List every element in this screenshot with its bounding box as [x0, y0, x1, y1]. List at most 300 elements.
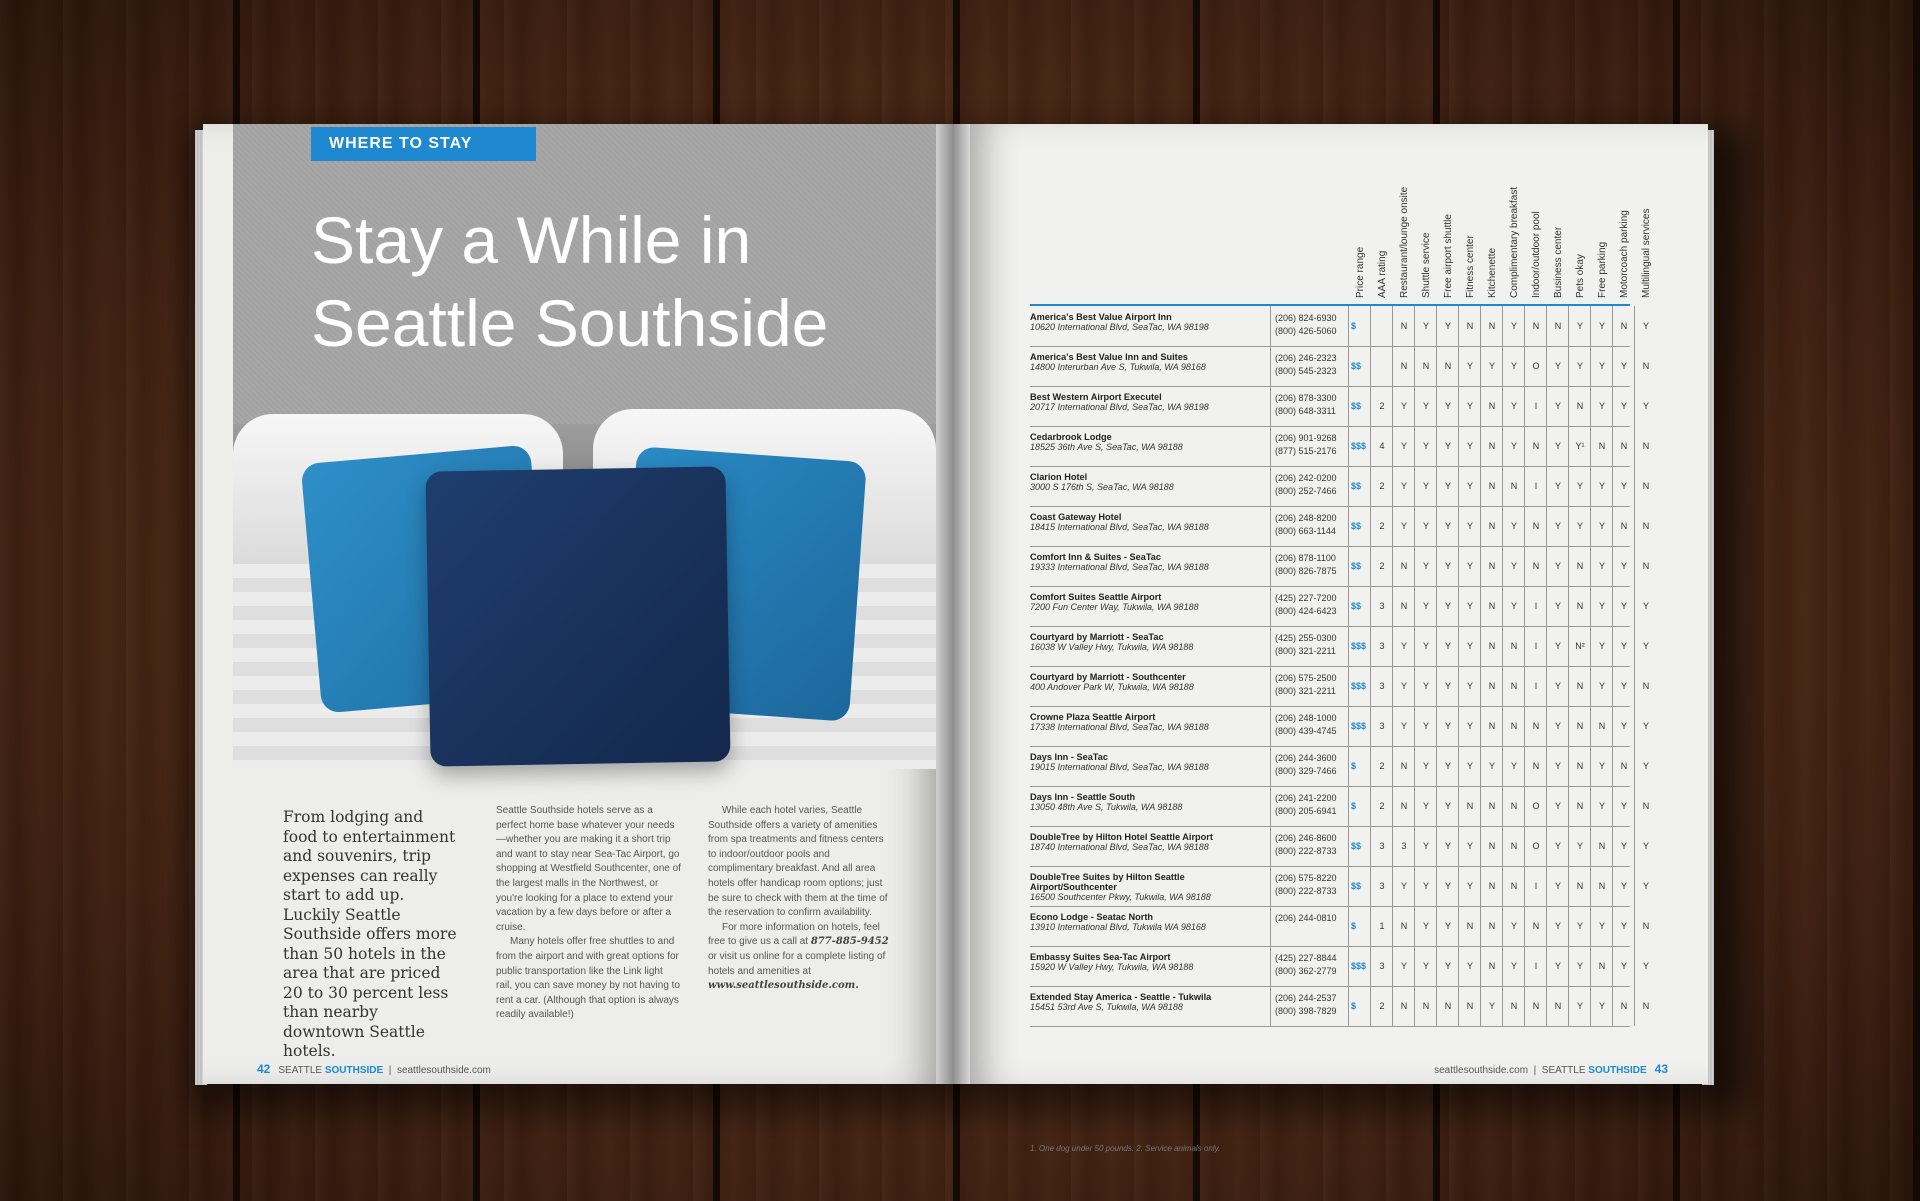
contact-phone: 877-885-9452	[810, 936, 889, 948]
amenity-cell: Y	[1634, 306, 1657, 346]
amenity-cell: 2	[1370, 986, 1393, 1026]
amenity-cell: Y	[1502, 746, 1525, 786]
navy-pillow	[425, 466, 730, 766]
amenity-cell: Y	[1392, 706, 1415, 746]
amenity-cell: Y	[1634, 386, 1657, 426]
amenity-cell: Y	[1458, 706, 1481, 746]
amenity-cell: Y	[1436, 786, 1459, 826]
amenity-cell: N	[1436, 346, 1459, 386]
column-header	[1524, 124, 1546, 304]
amenity-cell: Y	[1546, 826, 1569, 866]
hotel-name-cell	[1030, 746, 1270, 786]
amenity-cell: N	[1612, 746, 1635, 786]
amenity-cell: Y	[1612, 386, 1635, 426]
amenity-cell: N	[1436, 986, 1459, 1026]
amenity-cell: 3	[1370, 946, 1393, 986]
amenity-cell: 3	[1370, 626, 1393, 666]
amenity-cell: N	[1634, 666, 1657, 706]
amenity-cell: N	[1590, 826, 1613, 866]
hotel-phone-cell	[1270, 306, 1348, 346]
amenity-cell: I	[1524, 666, 1547, 706]
hotel-phone-cell	[1270, 466, 1348, 506]
price-range-cell: $$$	[1348, 666, 1370, 706]
amenity-cell: N	[1568, 706, 1591, 746]
hotel-name-cell	[1030, 826, 1270, 866]
hotel-address: 400 Andover Park W, Tukwila, WA 98188	[1030, 682, 1194, 692]
hotel-name-cell	[1030, 506, 1270, 546]
amenity-cell: Y	[1502, 506, 1525, 546]
amenity-cell: N	[1524, 306, 1547, 346]
amenity-cell: Y	[1458, 386, 1481, 426]
hotel-phone-2: (800) 426-5060	[1275, 326, 1337, 336]
hotel-address: 13910 International Blvd, Tukwila WA 98168	[1030, 922, 1206, 932]
amenity-cell: Y	[1480, 986, 1503, 1026]
amenity-cell: Y	[1502, 906, 1525, 946]
column-header-label: Complimentary breakfast	[1509, 186, 1520, 298]
amenity-cell: O	[1524, 826, 1547, 866]
hotel-phone-2: (800) 439-4745	[1275, 726, 1337, 736]
table-footnote: 1. One dog under 50 pounds. 2. Service animals only.	[1030, 1144, 1221, 1153]
hotel-phone-1: (206) 242-0200	[1275, 473, 1337, 483]
amenity-cell: N	[1414, 986, 1437, 1026]
amenity-cell: 3	[1370, 586, 1393, 626]
column-header-label: Multilingual services	[1641, 208, 1652, 298]
amenity-cell: Y	[1546, 506, 1569, 546]
amenity-cell: Y	[1392, 426, 1415, 466]
contact-url: www.seattlesouthside.com.	[708, 980, 859, 992]
amenity-cell: Y	[1590, 386, 1613, 426]
amenity-cell: N	[1524, 746, 1547, 786]
amenity-cell: N	[1634, 506, 1657, 546]
hotel-phone-2: (800) 424-6423	[1275, 606, 1337, 616]
price-range-cell: $$	[1348, 466, 1370, 506]
hotel-name: Comfort Suites Seattle Airport	[1030, 592, 1162, 602]
price-range-cell: $$	[1348, 826, 1370, 866]
hotel-name: Best Western Airport Executel	[1030, 392, 1162, 402]
amenity-cell: Y	[1414, 866, 1437, 906]
table-row	[1030, 346, 1650, 387]
hotel-phone-1: (206) 244-2537	[1275, 993, 1337, 1003]
amenity-cell: Y	[1590, 306, 1613, 346]
amenity-cell: Y	[1436, 626, 1459, 666]
amenity-cell: Y	[1414, 746, 1437, 786]
amenity-cell: Y	[1612, 586, 1635, 626]
amenity-cell: Y	[1568, 906, 1591, 946]
hotel-phone-cell	[1270, 386, 1348, 426]
hotel-phone-2: (800) 398-7829	[1275, 1006, 1337, 1016]
amenity-cell: Y	[1480, 746, 1503, 786]
hotel-phone-cell	[1270, 626, 1348, 666]
amenity-cell: I	[1524, 946, 1547, 986]
hotel-name-cell	[1030, 466, 1270, 506]
amenity-cell: Y	[1458, 626, 1481, 666]
amenity-cell: Y	[1546, 946, 1569, 986]
amenity-cell: N	[1634, 346, 1657, 386]
amenity-cell: Y	[1414, 426, 1437, 466]
article-column-2	[496, 804, 681, 1023]
table-row	[1030, 546, 1650, 587]
amenity-cell: Y	[1546, 586, 1569, 626]
col3-text-a: For more information on hotels, feel free to give us a call at	[708, 921, 880, 948]
amenity-cell: 3	[1370, 666, 1393, 706]
amenity-cell: N	[1392, 546, 1415, 586]
left-page	[203, 124, 936, 1084]
column-header	[1480, 124, 1502, 304]
col2-paragraph-1: Seattle Southside hotels serve as a perfect home base whatever your needs—whether you are making it a short trip and want to stay near Sea-Tac Airport, go shopping at Westfield Southcenter, one of the largest malls in the Northwest, or you're looking for a place to extend your vacation by a few days before or after a cruise.	[496, 805, 681, 933]
amenity-cell: 1	[1370, 906, 1393, 946]
amenity-cell: Y	[1546, 346, 1569, 386]
amenity-cell: Y	[1612, 906, 1635, 946]
bed-photo	[233, 124, 936, 769]
amenity-cell: Y	[1458, 946, 1481, 986]
price-range-cell: $	[1348, 906, 1370, 946]
column-header	[1348, 124, 1370, 304]
price-range-cell: $$	[1348, 386, 1370, 426]
hotel-phone-cell	[1270, 426, 1348, 466]
amenity-cell: Y	[1502, 426, 1525, 466]
hotel-phone-2: (800) 321-2211	[1275, 646, 1336, 656]
amenity-cell: Y	[1546, 906, 1569, 946]
amenity-cell	[1370, 306, 1393, 346]
amenity-cell: Y	[1546, 466, 1569, 506]
hotel-phone-cell	[1270, 346, 1348, 386]
amenity-cell: I	[1524, 586, 1547, 626]
amenity-cell: Y	[1546, 546, 1569, 586]
amenity-cell: Y	[1634, 866, 1657, 906]
amenity-cell: Y	[1634, 826, 1657, 866]
hotel-name: Comfort Inn & Suites - SeaTac	[1030, 552, 1162, 562]
amenity-cell: N	[1524, 506, 1547, 546]
amenity-cell: N	[1502, 866, 1525, 906]
amenity-cell: Y	[1392, 466, 1415, 506]
hotel-name: Econo Lodge - Seatac North	[1030, 912, 1154, 922]
amenity-cell: Y	[1612, 826, 1635, 866]
hotel-name-cell	[1030, 546, 1270, 586]
amenity-cell: N	[1392, 306, 1415, 346]
column-header-label: Free parking	[1597, 241, 1608, 298]
hotel-phone-cell	[1270, 746, 1348, 786]
hotel-address: 18415 International Blvd, SeaTac, WA 98188	[1030, 522, 1209, 532]
amenity-cell: Y	[1502, 586, 1525, 626]
table-row	[1030, 986, 1650, 1027]
hotel-phone-2: (800) 826-7875	[1275, 566, 1337, 576]
amenity-cell: Y	[1612, 626, 1635, 666]
column-header-label: Business center	[1553, 226, 1564, 298]
hotel-phone-1: (206) 244-0810	[1275, 913, 1337, 923]
amenity-cell: N	[1590, 946, 1613, 986]
amenity-cell: Y	[1414, 626, 1437, 666]
hotel-phone-cell	[1270, 986, 1348, 1026]
col3-paragraph-2	[708, 921, 893, 994]
hotel-name-cell	[1030, 666, 1270, 706]
price-range-cell: $$	[1348, 586, 1370, 626]
amenity-cell: Y	[1414, 546, 1437, 586]
hotel-name: Courtyard by Marriott - Southcenter	[1030, 672, 1186, 682]
footer-url-right: seattlesouthside.com	[1434, 1065, 1529, 1076]
amenity-cell: Y	[1546, 626, 1569, 666]
amenity-cell: 3	[1370, 826, 1393, 866]
amenity-cell: Y	[1458, 666, 1481, 706]
amenity-cell: Y	[1414, 946, 1437, 986]
hotel-phone-cell	[1270, 546, 1348, 586]
hotel-name-cell	[1030, 626, 1270, 666]
amenity-cell: Y	[1634, 706, 1657, 746]
hotel-phone-1: (206) 878-3300	[1275, 393, 1337, 403]
amenity-cell: 2	[1370, 546, 1393, 586]
section-tag: WHERE TO STAY	[311, 127, 536, 161]
amenity-cell: Y	[1590, 346, 1613, 386]
amenity-cell: N	[1480, 546, 1503, 586]
amenity-cell: Y	[1502, 946, 1525, 986]
hotel-phone-1: (206) 244-3600	[1275, 753, 1337, 763]
amenity-cell: I	[1524, 866, 1547, 906]
amenity-cell: N	[1458, 986, 1481, 1026]
hotel-phone-1: (206) 575-8220	[1275, 873, 1337, 883]
amenity-cell: Y	[1458, 346, 1481, 386]
hotel-name-cell	[1030, 986, 1270, 1026]
amenity-cell: N	[1612, 426, 1635, 466]
amenity-cell: Y	[1590, 786, 1613, 826]
hotel-name-cell	[1030, 946, 1270, 986]
col3-text-b: or visit us online for a complete listing of hotels and amenities at	[708, 950, 886, 977]
table-row	[1030, 626, 1649, 667]
price-range-cell: $$$	[1348, 946, 1370, 986]
amenity-cell: N	[1502, 706, 1525, 746]
hotel-phone-1: (206) 824-6930	[1275, 313, 1337, 323]
hotel-phone-1: (206) 901-9268	[1275, 433, 1337, 443]
amenity-cell: Y	[1546, 746, 1569, 786]
price-range-cell: $$	[1348, 546, 1370, 586]
amenity-cell: N	[1480, 826, 1503, 866]
table-row	[1030, 866, 1649, 907]
price-range-cell: $$$	[1348, 626, 1370, 666]
col2-paragraph-2: Many hotels offer free shuttles to and from the airport and with great options for public transportation like the Link light rail, you can save money by not having to rent a car. (Although that option is always readily available!)	[496, 936, 680, 1021]
amenity-cell	[1370, 346, 1393, 386]
hotel-phone-2: (800) 545-2323	[1275, 366, 1337, 376]
hotel-phone-1: (206) 246-2323	[1275, 353, 1337, 363]
amenity-cell: Y	[1590, 546, 1613, 586]
amenity-cell: Y	[1568, 306, 1591, 346]
amenity-cell: N	[1524, 426, 1547, 466]
hotel-name: DoubleTree by Hilton Hotel Seattle Airport	[1030, 832, 1213, 842]
hotel-name-cell	[1030, 866, 1270, 906]
amenity-cell: Y	[1568, 946, 1591, 986]
footer-brand-b-right: SOUTHSIDE	[1588, 1065, 1647, 1076]
amenity-cell: Y	[1392, 666, 1415, 706]
amenity-cell: Y	[1612, 866, 1635, 906]
hotel-phone-2: (877) 515-2176	[1275, 446, 1337, 456]
table-row	[1030, 706, 1649, 747]
hotel-phone-cell	[1270, 706, 1348, 746]
amenity-cell: N	[1480, 426, 1503, 466]
hotel-phone-cell	[1270, 866, 1348, 906]
amenity-cell: N	[1392, 746, 1415, 786]
amenity-cell: N	[1612, 986, 1635, 1026]
amenity-cell: Y	[1458, 866, 1481, 906]
hotel-name-cell	[1030, 306, 1270, 346]
table-row	[1030, 466, 1650, 507]
amenity-cell: N	[1568, 746, 1591, 786]
hotel-address: 18740 International Blvd, SeaTac, WA 98188	[1030, 842, 1209, 852]
hotel-name: Clarion Hotel	[1030, 472, 1088, 482]
amenity-cell: 2	[1370, 746, 1393, 786]
amenity-cell: N	[1524, 546, 1547, 586]
amenity-cell: N	[1568, 786, 1591, 826]
hotel-address: 20717 International Blvd, SeaTac, WA 98198	[1030, 402, 1209, 412]
amenity-cell: Y	[1458, 746, 1481, 786]
amenity-cell: Y	[1436, 866, 1459, 906]
amenity-cell: N	[1458, 306, 1481, 346]
amenity-cell: Y	[1612, 706, 1635, 746]
hotel-phone-1: (425) 227-8844	[1275, 953, 1337, 963]
amenity-cell: N	[1480, 306, 1503, 346]
column-header-label: AAA rating	[1377, 250, 1388, 298]
amenity-cell: Y	[1436, 586, 1459, 626]
hotel-phone-1: (206) 241-2200	[1275, 793, 1337, 803]
price-range-cell: $$	[1348, 346, 1370, 386]
amenity-cell: Y	[1436, 706, 1459, 746]
hotel-name: DoubleTree Suites by Hilton Seattle Airport/Southcenter	[1030, 872, 1185, 892]
table-row	[1030, 386, 1649, 427]
column-header	[1502, 124, 1524, 304]
amenity-cell: Y	[1414, 466, 1437, 506]
amenity-cell: Y	[1634, 946, 1657, 986]
amenity-cell: Y	[1568, 986, 1591, 1026]
amenity-cell: Y	[1436, 466, 1459, 506]
hotel-phone-2: (800) 222-8733	[1275, 886, 1337, 896]
amenity-cell: Y	[1612, 666, 1635, 706]
amenity-cell: Y	[1590, 506, 1613, 546]
amenity-cell: Y	[1458, 506, 1481, 546]
amenity-cell: Y	[1590, 986, 1613, 1026]
price-range-cell: $$	[1348, 866, 1370, 906]
amenity-cell: Y	[1612, 546, 1635, 586]
page-number-left: 42	[257, 1062, 271, 1076]
column-header-label: Indoor/outdoor pool	[1531, 211, 1542, 298]
amenity-cell: Y	[1392, 946, 1415, 986]
amenity-cell: N	[1502, 666, 1525, 706]
amenity-cell: N²	[1568, 626, 1591, 666]
amenity-cell: N	[1458, 786, 1481, 826]
hotel-address: 10620 International Blvd, SeaTac, WA 98198	[1030, 322, 1209, 332]
amenity-cell: Y	[1458, 546, 1481, 586]
price-range-cell: $	[1348, 986, 1370, 1026]
amenity-cell: Y	[1546, 386, 1569, 426]
amenity-cell: Y	[1634, 626, 1657, 666]
hotel-phone-1: (206) 248-1000	[1275, 713, 1337, 723]
footer-sep-right: |	[1533, 1065, 1537, 1076]
amenity-cell: N	[1502, 466, 1525, 506]
hotel-address: 16500 Southcenter Pkwy, Tukwila, WA 98188	[1030, 892, 1211, 902]
amenity-cell: Y	[1436, 506, 1459, 546]
hotel-name: Days Inn - Seattle South	[1030, 792, 1136, 802]
hotel-phone-1: (425) 227-7200	[1275, 593, 1337, 603]
amenity-cell: N	[1590, 426, 1613, 466]
amenity-cell: Y	[1546, 666, 1569, 706]
amenity-cell: Y	[1546, 426, 1569, 466]
right-page	[970, 124, 1708, 1153]
amenity-cell: N	[1502, 626, 1525, 666]
hotel-address: 15451 53rd Ave S, Tukwila, WA 98188	[1030, 1002, 1183, 1012]
amenity-cell: N	[1634, 786, 1657, 826]
hotel-address: 16038 W Valley Hwy, Tukwila, WA 98188	[1030, 642, 1194, 652]
hotel-name-cell	[1030, 706, 1270, 746]
column-header-label: Pets okay	[1575, 254, 1586, 298]
amenity-cell: N	[1458, 906, 1481, 946]
hotel-name: America's Best Value Inn and Suites	[1030, 352, 1188, 362]
column-header	[1568, 124, 1590, 304]
hotel-phone-cell	[1270, 946, 1348, 986]
amenity-cell: N	[1414, 346, 1437, 386]
amenity-cell: N	[1568, 866, 1591, 906]
hotel-phone-cell	[1270, 826, 1348, 866]
hotel-phone-2: (800) 321-2211	[1275, 686, 1336, 696]
amenity-cell: 3	[1370, 866, 1393, 906]
amenity-cell: N	[1480, 906, 1503, 946]
hotel-name-cell	[1030, 786, 1270, 826]
amenity-cell: Y	[1436, 426, 1459, 466]
amenity-cell: N	[1524, 706, 1547, 746]
amenity-cell: Y	[1392, 506, 1415, 546]
hotel-address: 19333 International Blvd, SeaTac, WA 98188	[1030, 562, 1209, 572]
amenity-cell: Y	[1502, 546, 1525, 586]
amenity-cell: N	[1546, 306, 1569, 346]
hotel-phone-2: (800) 362-2779	[1275, 966, 1337, 976]
amenity-cell: Y	[1568, 826, 1591, 866]
amenity-cell: N	[1392, 346, 1415, 386]
hotel-phone-cell	[1270, 786, 1348, 826]
amenity-cell: Y	[1612, 786, 1635, 826]
amenity-cell: Y	[1568, 506, 1591, 546]
column-header	[1436, 124, 1458, 304]
amenity-cell: N	[1546, 986, 1569, 1026]
amenity-cell: Y	[1414, 906, 1437, 946]
amenity-cell: I	[1524, 466, 1547, 506]
amenity-cell: N	[1590, 706, 1613, 746]
hotel-phone-1: (206) 248-8200	[1275, 513, 1337, 523]
amenity-cell: N	[1568, 586, 1591, 626]
hotel-name: Days Inn - SeaTac	[1030, 752, 1108, 762]
amenity-cell: Y	[1546, 786, 1569, 826]
table-row	[1030, 426, 1650, 467]
amenity-cell: Y	[1436, 746, 1459, 786]
table-row	[1030, 506, 1650, 547]
table-row	[1030, 826, 1649, 867]
amenity-cell: N	[1392, 786, 1415, 826]
price-range-cell: $$	[1348, 506, 1370, 546]
amenity-cell: N	[1568, 666, 1591, 706]
amenity-cell: Y	[1590, 906, 1613, 946]
amenity-cell: N	[1590, 866, 1613, 906]
amenity-cell: Y	[1458, 826, 1481, 866]
amenity-cell: N	[1480, 786, 1503, 826]
table-row	[1030, 306, 1649, 347]
amenity-cell: I	[1524, 386, 1547, 426]
amenity-cell: N	[1480, 946, 1503, 986]
amenity-cell: N	[1392, 906, 1415, 946]
hotel-address: 3000 S 176th S, SeaTac, WA 98188	[1030, 482, 1174, 492]
amenity-cell: Y	[1502, 386, 1525, 426]
hotel-address: 7200 Fun Center Way, Tukwila, WA 98188	[1030, 602, 1199, 612]
footer-brand-a-right: SEATTLE	[1541, 1065, 1589, 1076]
amenity-cell: N	[1480, 386, 1503, 426]
amenity-cell: Y	[1414, 586, 1437, 626]
hotel-name: Cedarbrook Lodge	[1030, 432, 1112, 442]
page-number-right: 43	[1654, 1062, 1668, 1076]
amenity-cell: Y	[1414, 786, 1437, 826]
hotel-phone-1: (425) 255-0300	[1275, 633, 1337, 643]
price-range-cell: $$$	[1348, 426, 1370, 466]
